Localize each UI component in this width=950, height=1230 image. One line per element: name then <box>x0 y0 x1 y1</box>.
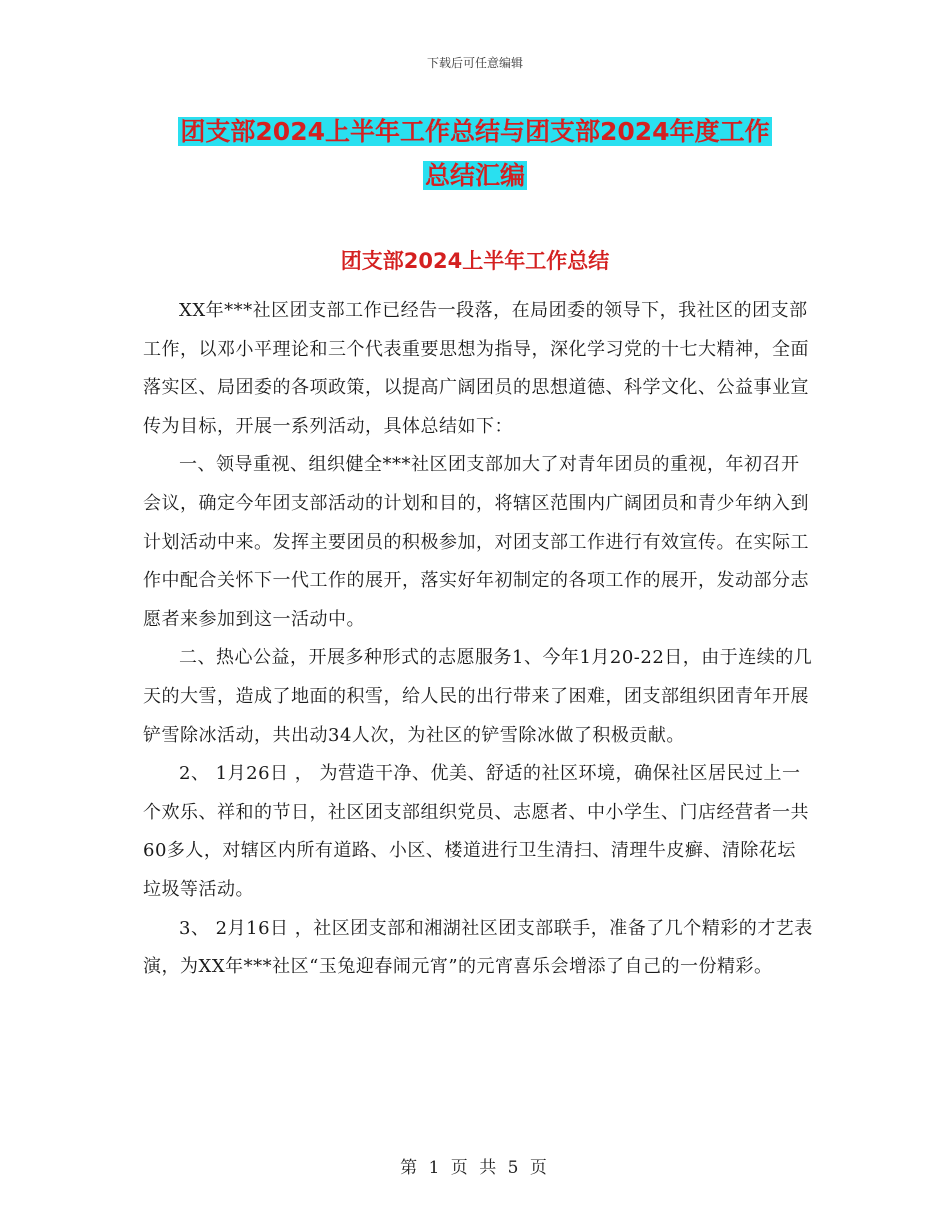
main-title-line1: 团支部2024上半年工作总结与团支部2024年度工作 <box>180 117 770 146</box>
header-note: 下载后可任意编辑 <box>426 56 523 70</box>
body-text <box>143 292 813 987</box>
paragraph-section-2: 二、热心公益，开展多种形式的志愿服务1、今年1月20-22日，由于连续的几天的大雪，造成了地面的积雪，给人民的出行带来了困难，团支部组织团青年开展铲雪除冰活动，共出动34人次，为社区的铲雪除冰做了积极贡献。 <box>143 647 813 746</box>
paragraph-intro: XX年***社区团支部工作已经告一段落，在局团委的领导下，我社区的团支部工作，以邓小平理论和三个代表重要思想为指导，深化学习党的十七大精神，全面落实区、局团委的各项政策，以提高广阔团员的思想道德、科学文化、公益事业宣传为目标，开展一系列活动，具体总结如下： <box>143 300 809 437</box>
main-title <box>130 110 820 198</box>
page-footer: 第 1 页 共 5 页 <box>400 1158 550 1178</box>
paragraph-item-3: 3、 2月16日 ，社区团支部和湘湖社区团支部联手，准备了几个精彩的才艺表演，为XX年***社区“玉兔迎春闹元宵”的元宵喜乐会增添了自己的一份精彩。 <box>143 917 813 978</box>
paragraph-section-1: 一、领导重视、组织健全***社区团支部加大了对青年团员的重视，年初召开会议，确定今年团支部活动的计划和目的，将辖区范围内广阔团员和青少年纳入到计划活动中来。发挥主要团员的积极参加，对团支部工作进行有效宣传。在实际工作中配合关怀下一代工作的展开，落实好年初制定的各项工作的展开，发动部分志愿者来参加到这一活动中。 <box>143 454 809 630</box>
main-title-line2: 总结汇编 <box>424 161 525 190</box>
paragraph-item-2: 2、 1月26日 ， 为营造干净、优美、舒适的社区环境，确保社区居民过上一个欢乐、祥和的节日，社区团支部组织党员、志愿者、中小学生、门店经营者一共60多人，对辖区内所有道路、小区、楼道进行卫生清扫、清理牛皮癣、清除花坛垃圾等活动。 <box>143 763 809 900</box>
section-title: 团支部2024上半年工作总结 <box>340 249 610 273</box>
